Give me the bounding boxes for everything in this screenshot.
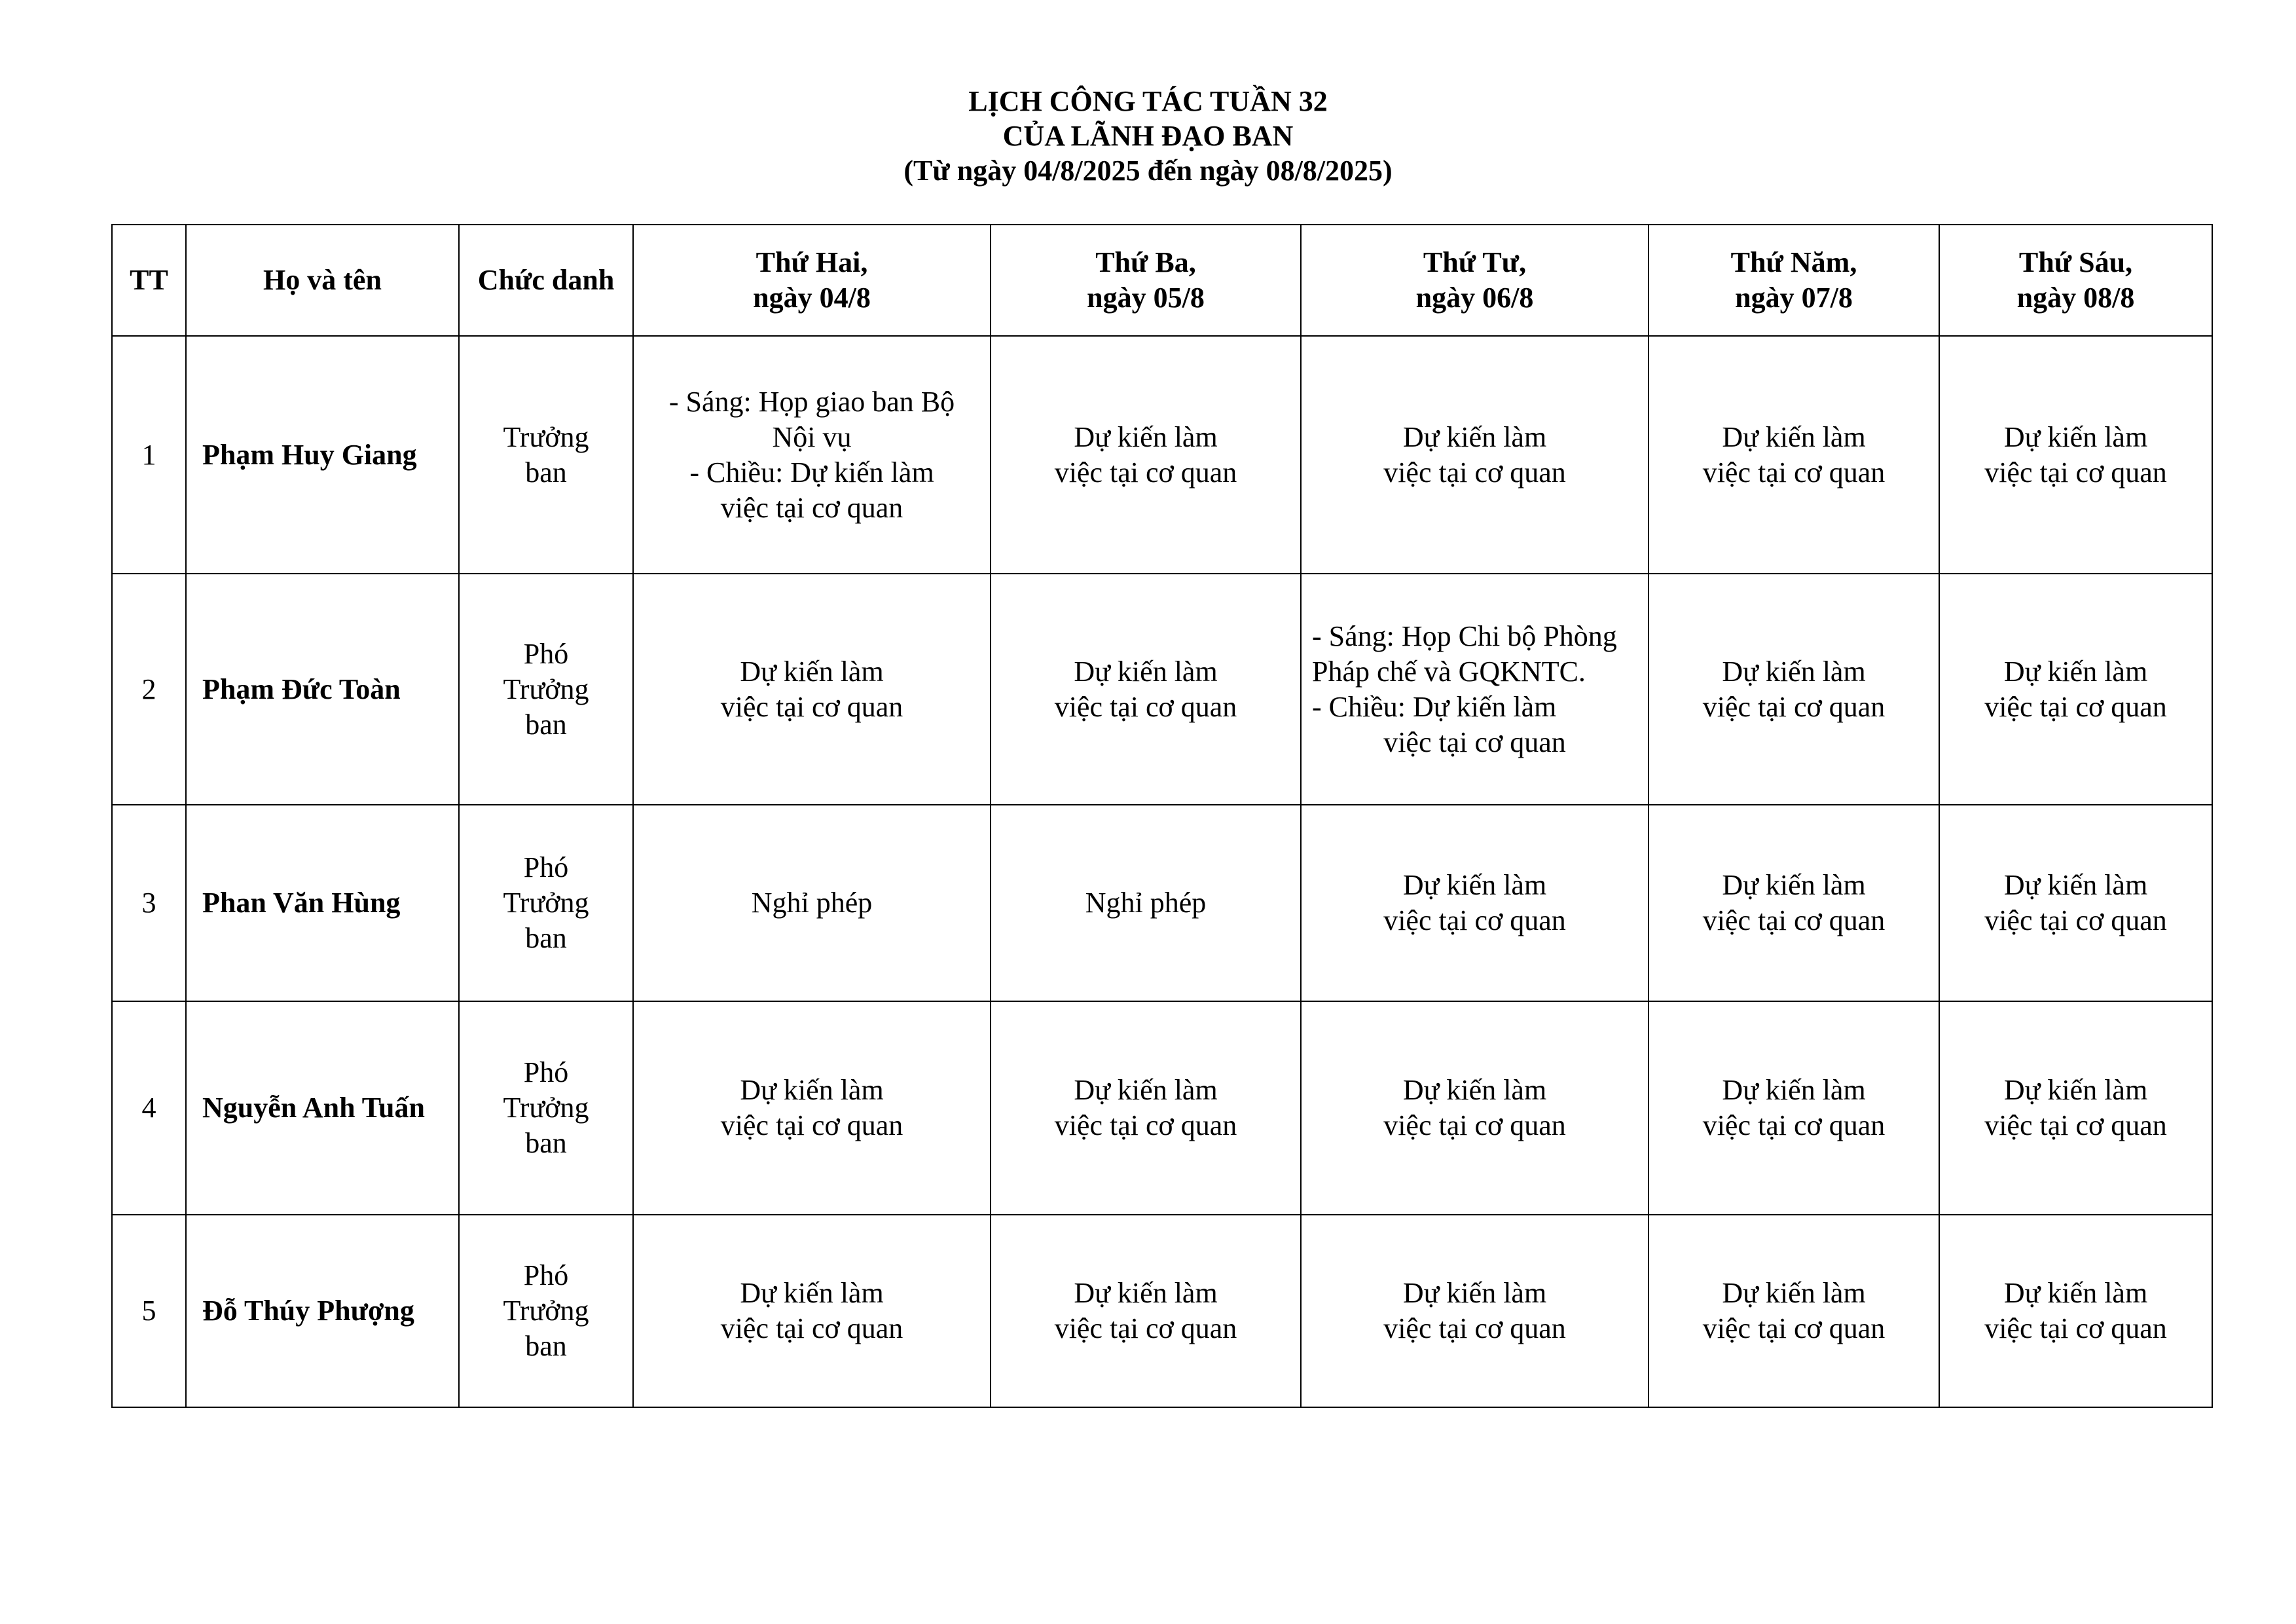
header-thursday: Thứ Năm, ngày 07/8 [1649,225,1939,336]
cell-thursday: Dự kiến làm việc tại cơ quan [1649,1215,1939,1407]
cell-tt: 2 [112,574,186,805]
header-title: Chức danh [459,225,633,336]
table-row [112,336,2212,574]
cell-monday: Dự kiến làm việc tại cơ quan [633,574,991,805]
cell-tt: 4 [112,1001,186,1215]
cell-monday: Dự kiến làm việc tại cơ quan [633,1001,991,1215]
cell-friday: Dự kiến làm việc tại cơ quan [1939,805,2212,1001]
title-line-2: CỦA LÃNH ĐẠO BAN [1002,120,1294,152]
header-tuesday: Thứ Ba, ngày 05/8 [991,225,1301,336]
cell-friday: Dự kiến làm việc tại cơ quan [1939,574,2212,805]
wednesday-line-4: việc tại cơ quan [1383,726,1566,758]
cell-thursday: Dự kiến làm việc tại cơ quan [1649,574,1939,805]
cell-thursday: Dự kiến làm việc tại cơ quan [1649,805,1939,1001]
cell-tuesday: Dự kiến làm việc tại cơ quan [991,1215,1301,1407]
table-row [112,574,2212,805]
cell-friday: Dự kiến làm việc tại cơ quan [1939,1001,2212,1215]
cell-tt: 5 [112,1215,186,1407]
cell-tt: 1 [112,336,186,574]
cell-title: Phó Trưởng ban [459,1215,633,1407]
cell-friday: Dự kiến làm việc tại cơ quan [1939,336,2212,574]
wednesday-line-1: - Sáng: Họp Chi bộ Phòng [1312,619,1617,652]
cell-title: Trưởng ban [459,336,633,574]
header-wednesday: Thứ Tư, ngày 06/8 [1301,225,1649,336]
wednesday-line-3: - Chiều: Dự kiến làm [1312,690,1557,723]
cell-wednesday [1301,574,1649,805]
cell-tuesday: Dự kiến làm việc tại cơ quan [991,336,1301,574]
header-row [112,225,2212,336]
cell-thursday: Dự kiến làm việc tại cơ quan [1649,1001,1939,1215]
table-row [112,1001,2212,1215]
header-friday: Thứ Sáu, ngày 08/8 [1939,225,2212,336]
cell-tuesday: Nghỉ phép [991,805,1301,1001]
cell-title: Phó Trưởng ban [459,805,633,1001]
cell-wednesday: Dự kiến làm việc tại cơ quan [1301,805,1649,1001]
cell-name: Đỗ Thúy Phượng [186,1215,459,1407]
header-monday: Thứ Hai, ngày 04/8 [633,225,991,336]
cell-monday: - Sáng: Họp giao ban Bộ Nội vụ - Chiều: Dự kiến làm việc tại cơ quan [633,336,991,574]
schedule-table [111,224,2213,1408]
cell-thursday: Dự kiến làm việc tại cơ quan [1649,336,1939,574]
cell-tuesday: Dự kiến làm việc tại cơ quan [991,1001,1301,1215]
cell-friday: Dự kiến làm việc tại cơ quan [1939,1215,2212,1407]
cell-tuesday: Dự kiến làm việc tại cơ quan [991,574,1301,805]
wednesday-line-2: Pháp chế và GQKNTC. [1312,655,1586,688]
cell-name: Phan Văn Hùng [186,805,459,1001]
cell-name: Nguyễn Anh Tuấn [186,1001,459,1215]
cell-monday: Nghỉ phép [633,805,991,1001]
cell-wednesday: Dự kiến làm việc tại cơ quan [1301,336,1649,574]
cell-title: Phó Trưởng ban [459,574,633,805]
cell-wednesday: Dự kiến làm việc tại cơ quan [1301,1001,1649,1215]
cell-tt: 3 [112,805,186,1001]
table-row [112,1215,2212,1407]
title-line-3: (Từ ngày 04/8/2025 đến ngày 08/8/2025) [903,155,1393,187]
cell-title: Phó Trưởng ban [459,1001,633,1215]
document-title [0,84,2296,188]
cell-monday: Dự kiến làm việc tại cơ quan [633,1215,991,1407]
cell-name: Phạm Đức Toàn [186,574,459,805]
cell-wednesday: Dự kiến làm việc tại cơ quan [1301,1215,1649,1407]
cell-name: Phạm Huy Giang [186,336,459,574]
table-row [112,805,2212,1001]
header-name: Họ và tên [186,225,459,336]
header-tt: TT [112,225,186,336]
title-line-1: LỊCH CÔNG TÁC TUẦN 32 [968,85,1328,117]
